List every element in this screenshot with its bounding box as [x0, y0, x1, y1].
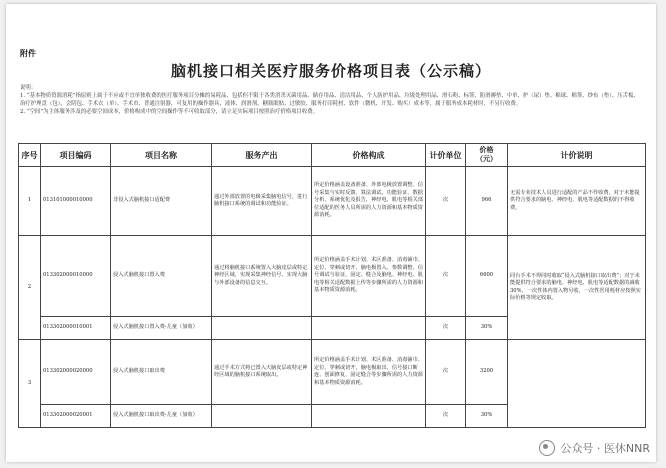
row-code: 013101000010000	[41, 167, 111, 236]
row-name: 侵入式脑机接口取出费-儿童（加收）	[111, 405, 212, 428]
row-composition	[312, 405, 426, 428]
watermark-text: 公众号 · 医休NNR	[560, 442, 650, 455]
table-row	[19, 236, 646, 317]
row-seq: 3	[19, 340, 41, 428]
header-output: 服务产出	[212, 144, 312, 167]
row-unit: 次	[426, 340, 466, 405]
row-composition: 所定价格涵盖设备准备、外部电极放置调整、信号采集与实时反馈、算法调试、功能验证、数据分析、系统优化及报告，神经电、肌电等相关部位适配的医务人员所需的人力资源和基本物质资源消耗。	[312, 167, 426, 236]
header-name: 项目名称	[111, 144, 212, 167]
row-price: 30%	[466, 317, 508, 340]
row-output: 通过将脑机接口系统置入大脑皮层或特定神经区域，实现采集神经信号、实现大脑与外部设备的信息交互。	[212, 236, 312, 317]
row-unit: 次	[426, 236, 466, 317]
row-code: 013302000010000	[41, 236, 111, 317]
row-name: 侵入式脑机接口置入费-儿童（加收）	[111, 317, 212, 340]
row-composition: 所定价格涵盖手术计划、术区准备、消毒铺巾、定位、穿刺或切开，脑电极置入、参数调整、信号调试与验证，固定、缝合及脑电、神经电、肌电等相关适配数据上传等步骤所需的人力资源和基本物质资源消耗。	[312, 236, 426, 317]
row-unit: 次	[426, 405, 466, 428]
row-explanation: 无需专业技术人员进行适配的产品不作收费，对于未能提供符合要求的脑电、神经电、肌电等适配数据的不得收费。	[508, 167, 646, 236]
table-header-row	[19, 144, 646, 167]
row-unit: 次	[426, 317, 466, 340]
attachment-label: 附件	[20, 49, 36, 58]
header-composition: 价格构成	[312, 144, 426, 167]
notes-section	[20, 84, 642, 116]
header-price: 价格 （元）	[466, 144, 508, 167]
notes-heading: 说明：	[20, 85, 37, 91]
row-price: 966	[466, 167, 508, 236]
header-code: 项目编码	[41, 144, 111, 167]
row-explanation	[508, 340, 646, 428]
row-output	[212, 405, 312, 428]
row-price: 30%	[466, 405, 508, 428]
row-composition: 所定价格涵盖手术计划、术区准备、消毒铺巾、定位、穿刺或切开、脑电极取出、信号接口断连、创面修复、固定缝合等步骤所需的人力资源和基本物质资源消耗。	[312, 340, 426, 405]
row-composition	[312, 317, 426, 340]
table-row	[19, 340, 646, 405]
header-explanation: 计价说明	[508, 144, 646, 167]
row-unit: 次	[426, 167, 466, 236]
wechat-official-account-icon	[539, 440, 555, 456]
document-title: 脑机接口相关医疗服务价格项目表（公示稿）	[170, 62, 491, 80]
row-name: 非侵入式脑机接口适配费	[111, 167, 212, 236]
row-code: 013302000010001	[41, 317, 111, 340]
row-name: 侵入式脑机接口置入费	[111, 236, 212, 317]
row-explanation: 同台手术不得同时收取“侵入式脑机接口取出费”；对于未能提供符合要求的脑电、神经电、肌电等适配数据的减收30%，一次性体内置入物另收，一次性医用耗材应按照实际价格等规定收取。	[508, 236, 646, 340]
note-item: 2. “空间”为主体服务涉及的必要空间成本，价格构成中的空间操作等不可收取部分，请立足实际项目按照治疗价格项目收费。	[20, 109, 319, 115]
row-output: 通过手术方式将已置入大脑皮层或特定神经区域的脑机接口系统取出。	[212, 340, 312, 405]
row-name: 侵入式脑机接口取出费	[111, 340, 212, 405]
table-row	[19, 167, 646, 236]
row-seq: 2	[19, 236, 41, 340]
row-code: 013302000020001	[41, 405, 111, 428]
row-seq: 1	[19, 167, 41, 236]
row-price: 6600	[466, 236, 508, 317]
price-table	[18, 143, 646, 428]
watermark	[539, 440, 650, 456]
document-page	[6, 4, 656, 462]
header-unit: 计价单位	[426, 144, 466, 167]
row-output: 通过外部放置的电极采集脑电信号，进行脑机接口系统的调试和功能验证。	[212, 167, 312, 236]
row-price: 3200	[466, 340, 508, 405]
row-code: 013302000020000	[41, 340, 111, 405]
row-output	[212, 317, 312, 340]
note-item: 1. “基本物质资源消耗”指原则上属于不应或不宜单独收费的医疗服务项目分摊的易耗品，包括但不限于各类消杀灭菌用品、储存用品、清洁用品、个人防护用品、垃圾处理用品、滑石粉、标签、防滑褥垫、中单、护（尿）垫、棉球、棉签、纱布（垫）、压舌板、治疗护理盘（包）、会阴包、手术衣（单）、手术巾、普通注射器，可复用的操作器具、液体、润滑剂、糖瓶眼贴、过敏胶、服务打印耗材、软件（微机、开发、购买）成本等，属于服务成本耗材时，不另行收费。	[20, 93, 639, 107]
header-seq: 序号	[19, 144, 41, 167]
